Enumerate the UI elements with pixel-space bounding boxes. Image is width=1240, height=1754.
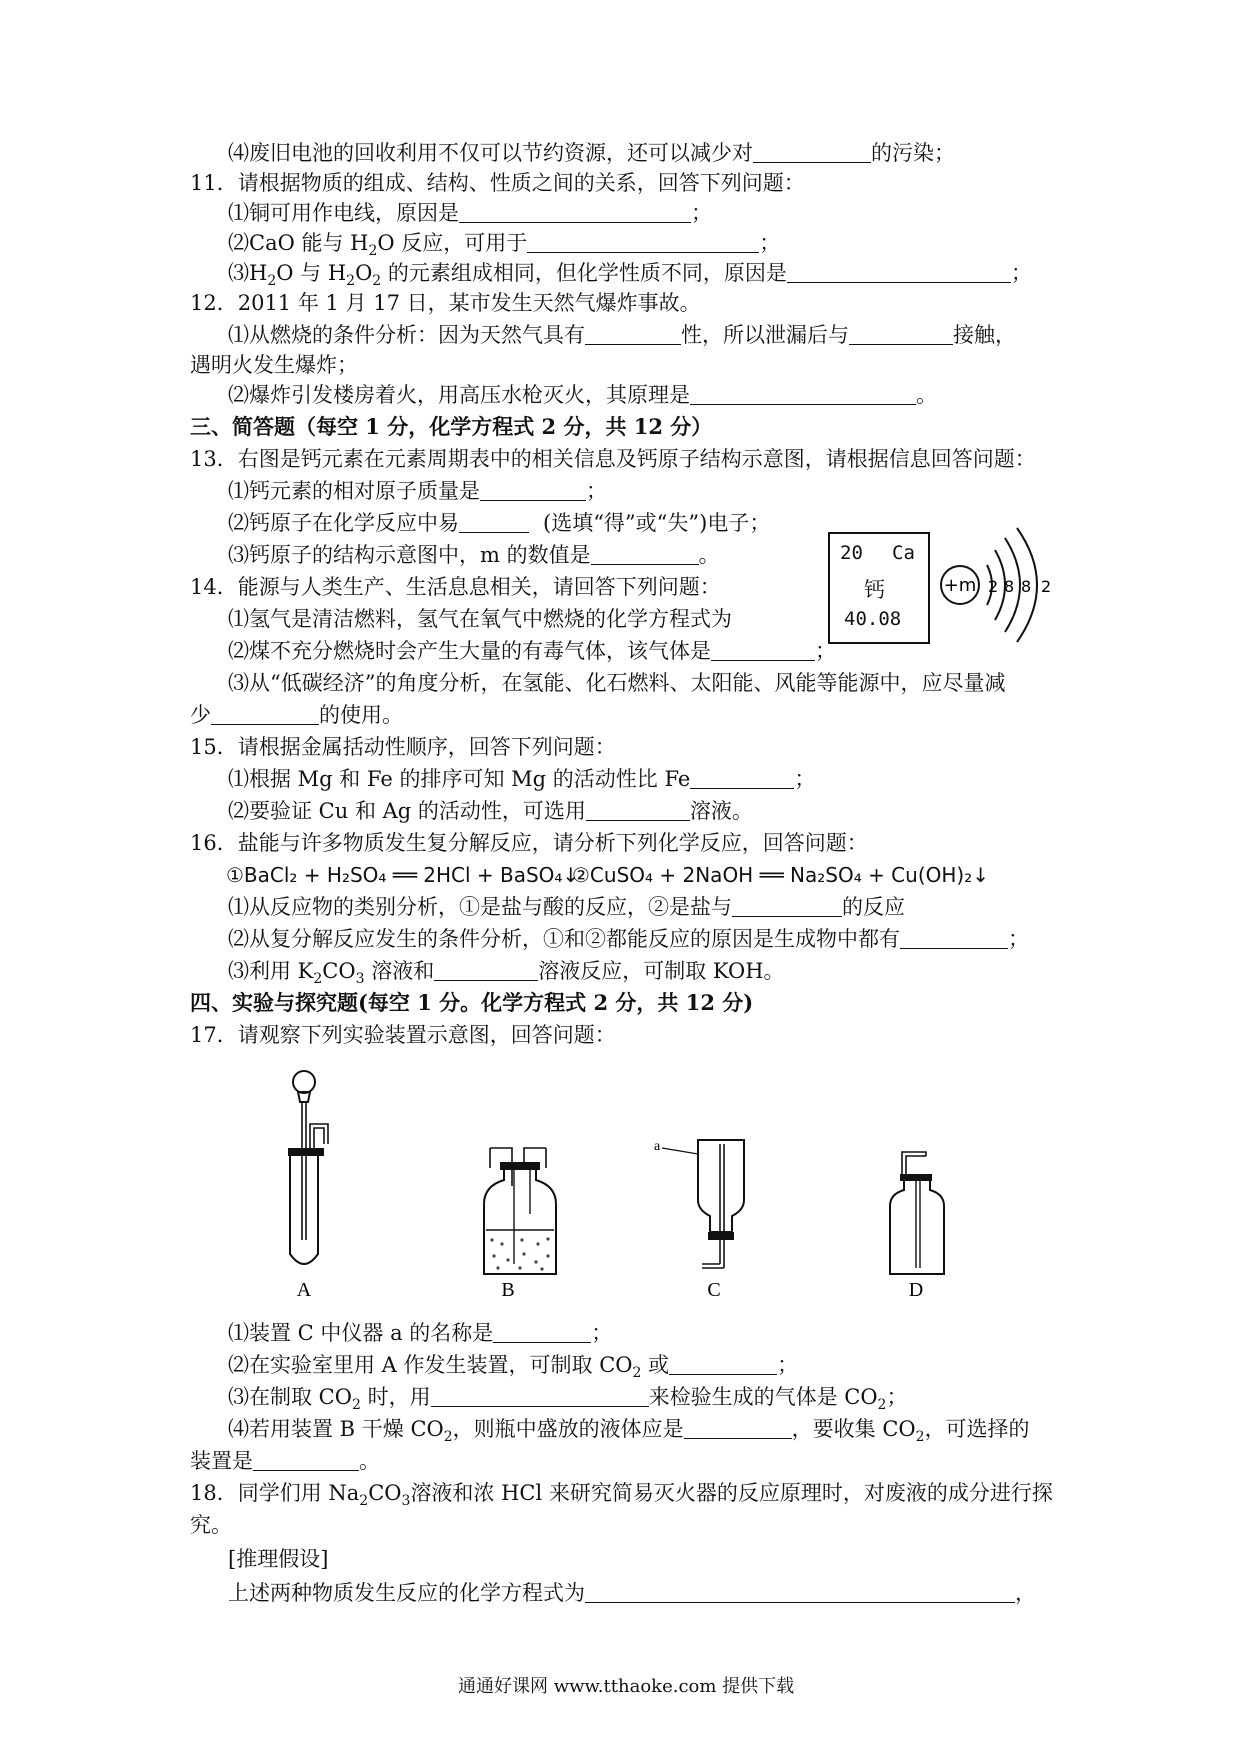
answer-blank[interactable] <box>787 260 1011 283</box>
answer-blank[interactable] <box>459 510 529 533</box>
q17-3-line: ⑶在制取 $CO_2$ 时，用 来检验生成的气体是 $CO_2$； <box>228 1385 908 1414</box>
calcium-atom-diagram <box>935 520 1060 650</box>
answer-blank[interactable] <box>586 798 690 821</box>
q14-stem: 14．能源与人类生产、生活息息相关，请回答下列问题： <box>190 575 721 599</box>
q15-2-line: ⑵要验证 Cu 和 Ag 的活动性，可选用 溶液。 <box>228 799 753 823</box>
apparatus-label: C <box>707 1279 721 1300</box>
answer-blank[interactable] <box>480 478 586 501</box>
answer-blank[interactable] <box>493 1320 591 1343</box>
answer-blank[interactable] <box>585 1580 1015 1603</box>
atomic-mass: 40.08 <box>844 608 902 630</box>
answer-blank[interactable] <box>753 140 871 163</box>
answer-blank[interactable] <box>732 894 842 917</box>
q13-2-line: ⑵钙原子在化学反应中易 (选填“得”或“失”)电子； <box>228 511 771 535</box>
q11-1-line: ⑴铜可用作电线，原因是 ； <box>228 201 712 225</box>
equation-1: ①BaCl₂ + H₂SO₄ ══ 2HCl + BaSO₄↓ <box>226 863 580 887</box>
q17-1-line: ⑴装置 C 中仪器 a 的名称是 ； <box>228 1321 613 1345</box>
q11-3-line: $⑶H_2O$ 与 $H_2O_2$ 的元素组成相同，但化学性质不同，原因是 ； <box>228 261 1032 290</box>
answer-blank[interactable] <box>669 1352 777 1375</box>
shell-electrons: 2 <box>1041 577 1052 596</box>
shell-electrons: 8 <box>1004 577 1015 596</box>
element-symbol: Ca <box>892 542 915 564</box>
q12-1-cont: 遇明火发生爆炸； <box>190 353 358 377</box>
section-4-heading: 四、实验与探究题(每空 1 分。化学方程式 2 分，共 12 分) <box>190 990 754 1015</box>
apparatus-label: D <box>908 1279 924 1300</box>
q13-stem: 13．右图是钙元素在元素周期表中的相关信息及钙原子结构示意图，请根据信息回答问题： <box>190 447 1036 471</box>
element-name: 钙 <box>864 578 885 602</box>
q16-1-line: ⑴从反应物的类别分析，①是盐与酸的反应，②是盐与 的反应 <box>228 895 905 919</box>
q16-3-line: ⑶利用 $K_2CO_3$ 溶液和 溶液反应，可制取 KOH。 <box>228 959 785 988</box>
hypothesis-heading: [推理假设] <box>228 1547 329 1571</box>
answer-blank[interactable] <box>690 766 794 789</box>
answer-blank[interactable] <box>690 382 916 405</box>
answer-blank[interactable] <box>585 322 681 345</box>
q14-2-line: ⑵煤不充分燃烧时会产生大量的有毒气体，该气体是 ； <box>228 639 836 663</box>
q17-4-cont: 装置是 。 <box>190 1449 380 1473</box>
apparatus-d <box>886 1144 954 1300</box>
apparatus-c <box>652 1136 752 1300</box>
answer-blank[interactable] <box>211 702 319 725</box>
hypothesis-line: 上述两种物质发生反应的化学方程式为 ， <box>228 1581 1036 1605</box>
answer-blank[interactable] <box>527 230 759 253</box>
equation-2: ②CuSO₄ + 2NaOH ══ Na₂SO₄ + Cu(OH)₂↓ <box>572 863 989 887</box>
q16-2-line: ⑵从复分解反应发生的条件分析，①和②都能反应的原因是生成物中都有 ； <box>228 927 1029 951</box>
q17-4-line: ⑷若用装置 B 干燥 $CO_2$，则瓶中盛放的液体应是 ，要收集 $CO_2$，可选择的 <box>228 1417 1030 1446</box>
q14-3-cont: 少 的使用。 <box>190 703 403 727</box>
answer-blank[interactable] <box>434 958 538 981</box>
q15-1-line: ⑴根据 Mg 和 Fe 的排序可知 Mg 的活动性比 Fe ； <box>228 767 816 791</box>
q10-4-line: ⑷废旧电池的回收利用不仅可以节约资源，还可以减少对 的污染； <box>228 141 955 165</box>
shell-electrons: 8 <box>1021 577 1032 596</box>
section-3-heading: 三、简答题（每空 1 分，化学方程式 2 分，共 12 分） <box>190 414 713 439</box>
apparatus-label: B <box>501 1279 515 1300</box>
answer-blank[interactable] <box>253 1448 359 1471</box>
page-footer: 通通好课网 www.tthaoke.com 提供下载 <box>458 1676 795 1697</box>
answer-blank[interactable] <box>900 926 1008 949</box>
q13-1-line: ⑴钙元素的相对原子质量是 ； <box>228 479 607 503</box>
q18-stem-cont: 究。 <box>190 1513 232 1537</box>
answer-blank[interactable] <box>849 322 953 345</box>
answer-blank[interactable] <box>459 200 691 223</box>
q18-stem: 18．同学们用 $Na_2CO_3$溶液和浓 HCl 来研究简易灭火器的反应原理时，对废液的成分进行探 <box>190 1481 1053 1510</box>
q12-1-line: ⑴从燃烧的条件分析：因为天然气具有 性，所以泄漏后与 接触， <box>228 323 1016 347</box>
atomic-number: 20 <box>840 542 863 564</box>
q15-stem: 15．请根据金属括动性顺序，回答下列问题： <box>190 735 616 759</box>
q17-stem: 17．请观察下列实验装置示意图，回答问题： <box>190 1023 616 1047</box>
answer-blank[interactable] <box>431 1384 649 1407</box>
q13-3-line: ⑶钙原子的结构示意图中，m 的数值是 。 <box>228 543 720 567</box>
nucleus-charge: +m <box>943 575 977 596</box>
q14-1-line: ⑴氢气是清洁燃料，氢气在氧气中燃烧的化学方程式为 <box>228 607 732 631</box>
apparatus-b <box>472 1144 564 1300</box>
answer-blank[interactable] <box>591 542 699 565</box>
instrument-a-label: a <box>654 1139 661 1154</box>
q14-3-line: ⑶从“低碳经济”的角度分析，在氢能、化石燃料、太阳能、风能等能源中，应尽量减 <box>228 671 1006 695</box>
q12-stem: 12．2011 年 1 月 17 日，某市发生天然气爆炸事故。 <box>190 291 701 315</box>
apparatus-a <box>272 1068 348 1300</box>
element-card <box>828 532 930 644</box>
q11-stem: 11．请根据物质的组成、结构、性质之间的关系，回答下列问题： <box>190 171 805 195</box>
apparatus-label: A <box>296 1279 312 1300</box>
q11-2-line: ⑵CaO 能与 $H_2O$ 反应，可用于 ； <box>228 231 781 260</box>
q17-2-line: ⑵在实验室里用 A 作发生装置，可制取 $CO_2$ 或 ； <box>228 1353 799 1382</box>
answer-blank[interactable] <box>711 638 815 661</box>
shell-electrons: 2 <box>988 577 999 596</box>
q12-2-line: ⑵爆炸引发楼房着火，用高压水枪灭火，其原理是 。 <box>228 383 937 407</box>
answer-blank[interactable] <box>684 1416 792 1439</box>
q16-stem: 16．盐能与许多物质发生复分解反应，请分析下列化学反应，回答问题： <box>190 831 868 855</box>
